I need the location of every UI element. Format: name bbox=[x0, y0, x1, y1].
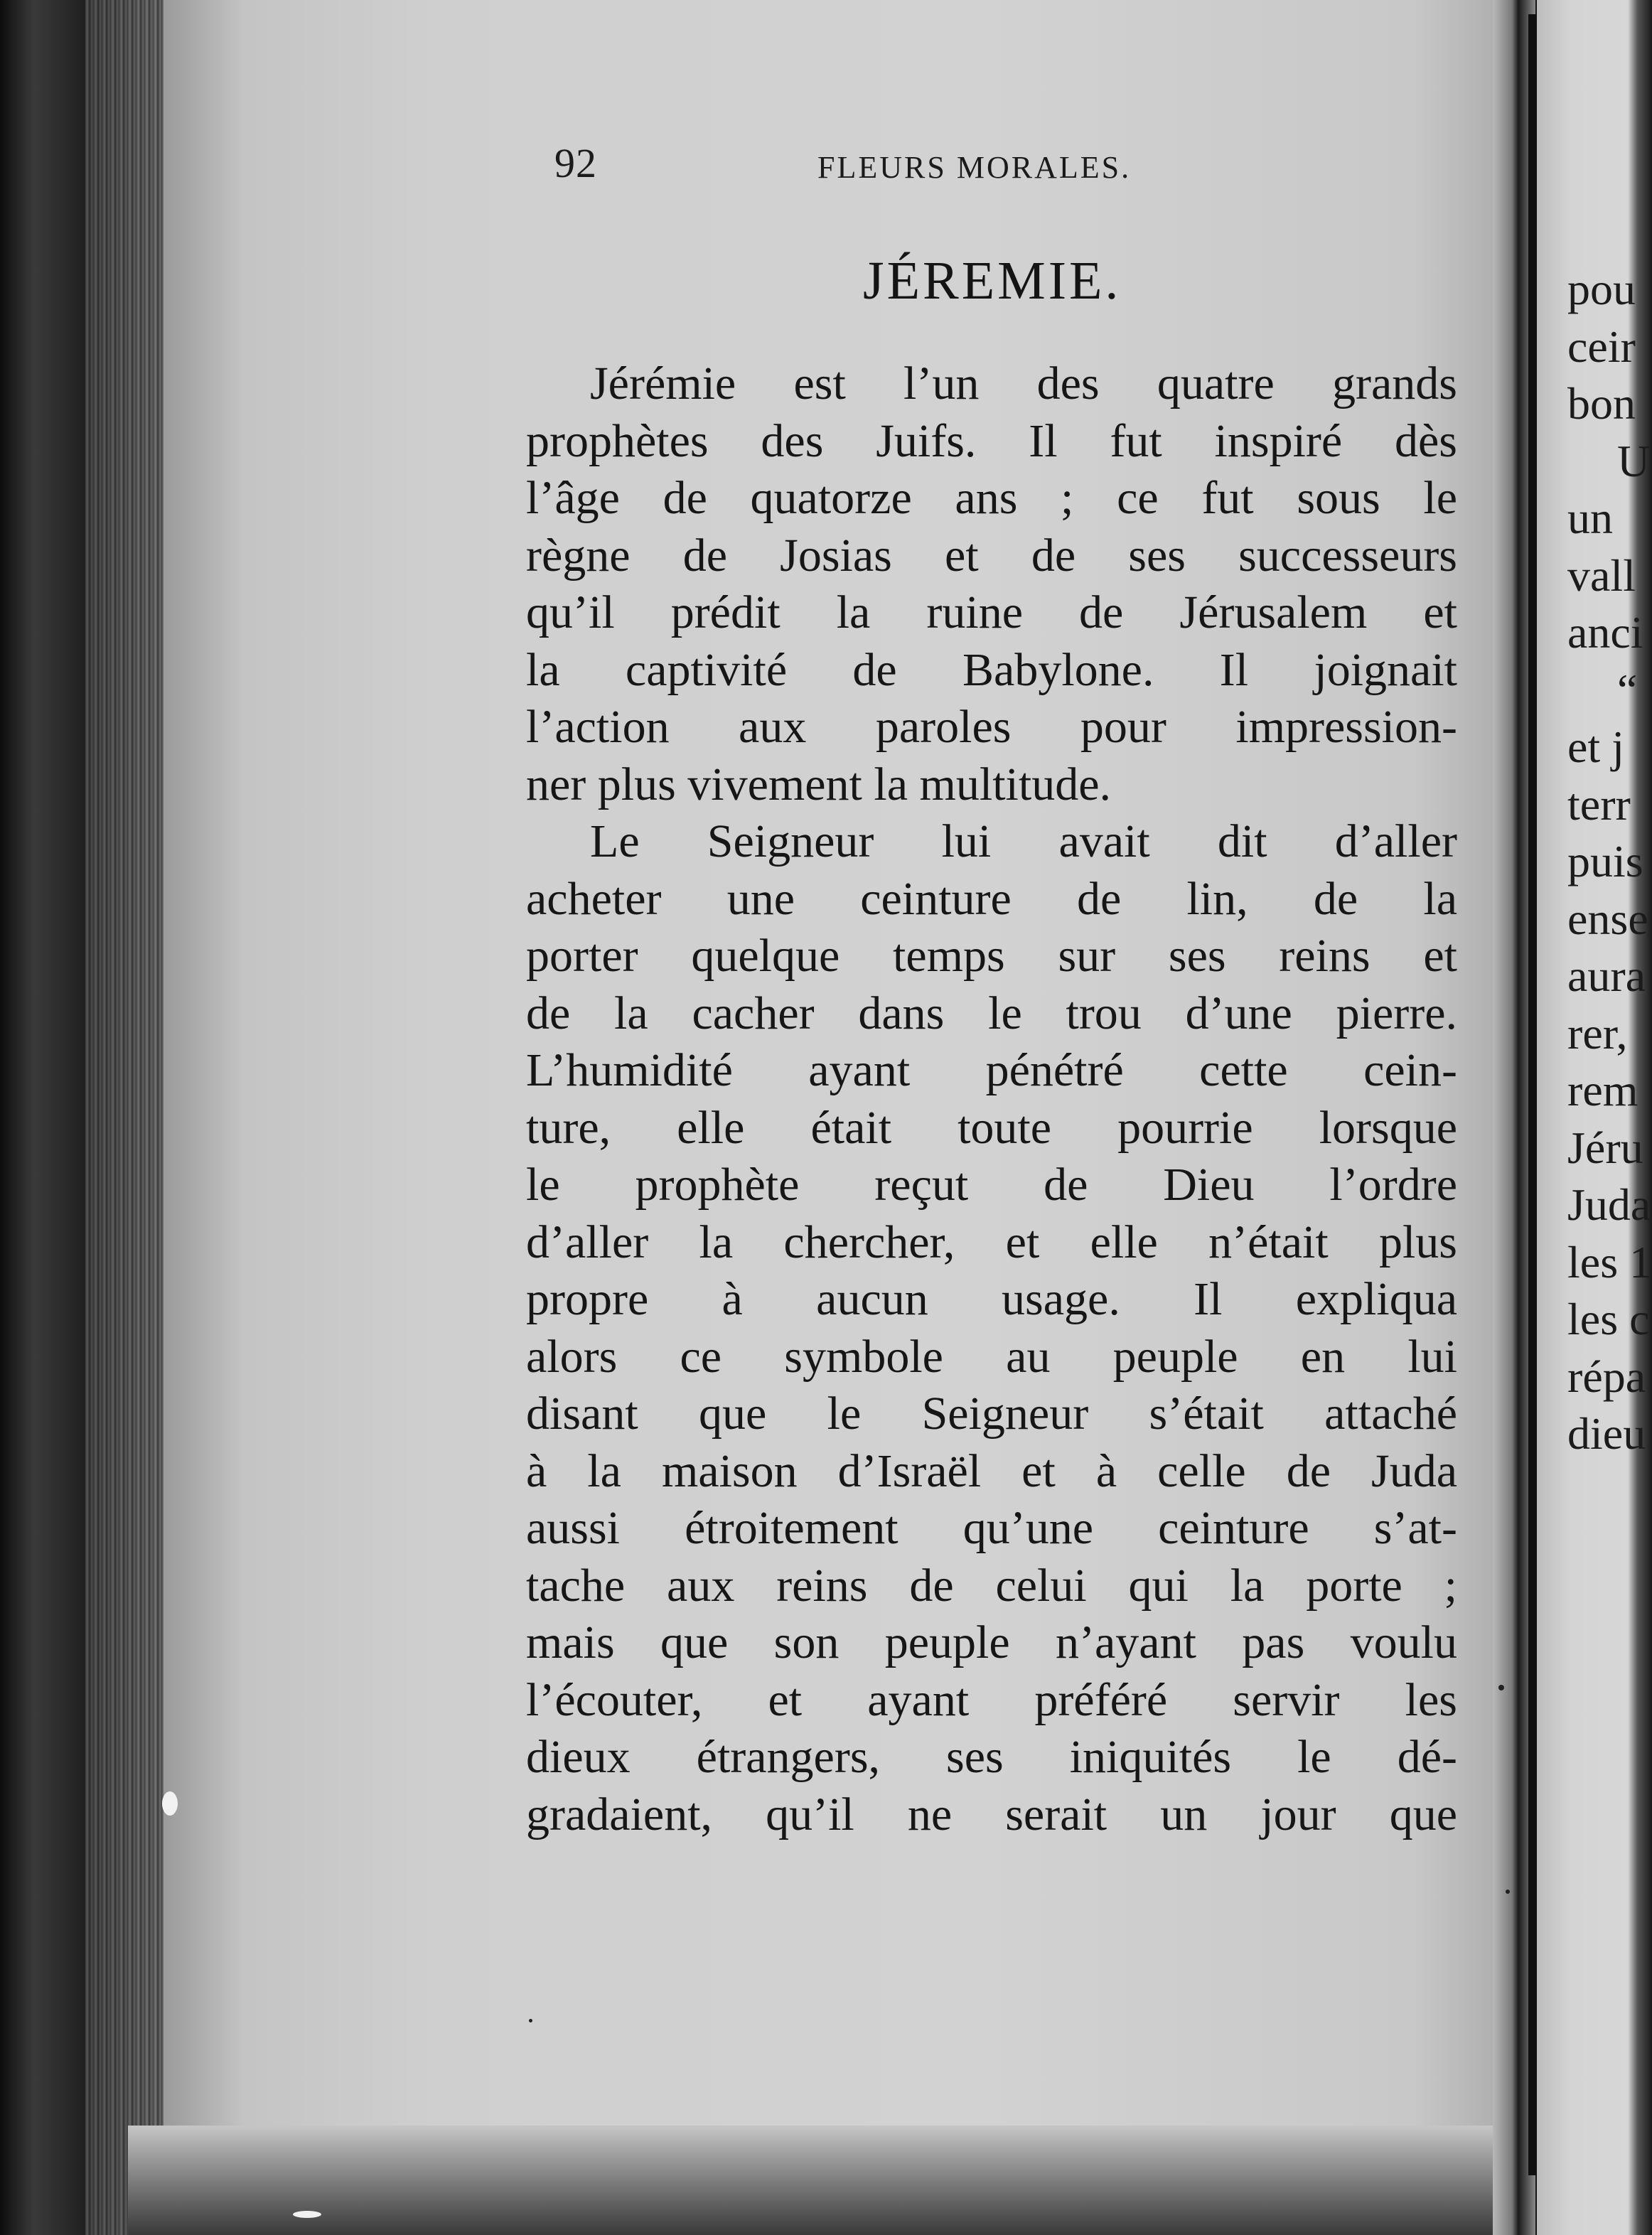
scan-speck bbox=[529, 2019, 532, 2022]
right-text-line: répa bbox=[1567, 1351, 1646, 1402]
right-text-line: puis bbox=[1567, 836, 1643, 886]
text-line: à la maison d’Israël et à celle de Juda bbox=[526, 1445, 1457, 1497]
text-line: ner plus vivement la multitude. bbox=[526, 758, 1112, 810]
text-line: dieux étrangers, ses iniquités le dé- bbox=[526, 1731, 1457, 1783]
left-page-bottom-shadow bbox=[128, 2126, 1521, 2235]
text-line: le prophète reçut de Dieu l’ordre bbox=[526, 1159, 1457, 1211]
text-line: acheter une ceinture de lin, de la bbox=[526, 872, 1457, 925]
right-text-line: rer, bbox=[1567, 1007, 1628, 1058]
chapter-title: JÉREMIE. bbox=[863, 251, 1122, 311]
gutter-shadow-line bbox=[1528, 14, 1537, 2175]
text-line: prophètes des Juifs. Il fut inspiré dès bbox=[526, 414, 1457, 467]
right-text-line: dieu bbox=[1567, 1408, 1646, 1459]
scan-speck bbox=[162, 1791, 178, 1816]
text-line: propre à aucun usage. Il expliqua bbox=[526, 1273, 1457, 1325]
text-line: L’humidité ayant pénétré cette cein- bbox=[526, 1044, 1457, 1096]
running-header bbox=[554, 139, 1265, 196]
text-line: mais que son peuple n’ayant pas voulu bbox=[526, 1617, 1457, 1668]
book-cover-edge bbox=[0, 0, 85, 2235]
text-line: porter quelque temps sur ses reins et bbox=[526, 930, 1457, 982]
right-text-line: U bbox=[1617, 435, 1651, 486]
text-line: disant que le Seigneur s’était attaché bbox=[526, 1388, 1457, 1440]
right-text-line: un bbox=[1567, 493, 1613, 543]
scan-speck bbox=[1506, 1890, 1510, 1894]
text-line: Le Seigneur lui avait dit d’aller bbox=[590, 815, 1457, 867]
text-line: aussi étroitement qu’une ceinture s’at- bbox=[526, 1502, 1457, 1554]
right-text-line: aura bbox=[1567, 950, 1646, 1001]
text-line: l’âge de quatorze ans ; ce fut sous le bbox=[526, 472, 1457, 524]
text-line: la captivité de Babylone. Il joignait bbox=[526, 643, 1457, 696]
right-text-line: “ bbox=[1617, 664, 1638, 715]
right-text-line: ceir bbox=[1567, 321, 1636, 372]
right-text-line: ense bbox=[1567, 893, 1648, 944]
right-text-line: terr bbox=[1567, 778, 1631, 830]
scan-speck bbox=[1498, 1685, 1504, 1690]
right-text-line: pou bbox=[1567, 264, 1636, 314]
right-text-line: les 1 bbox=[1567, 1236, 1652, 1287]
text-line: l’écouter, et ayant préféré servir les bbox=[526, 1673, 1457, 1726]
text-line: gradaient, qu’il ne serait un jour que bbox=[526, 1788, 1457, 1840]
text-line: l’action aux paroles pour impression- bbox=[526, 701, 1457, 753]
text-line: tache aux reins de celui qui la porte ; bbox=[526, 1559, 1457, 1612]
page-number: 92 bbox=[554, 140, 597, 186]
text-line: ture, elle était toute pourrie lorsque bbox=[526, 1101, 1457, 1154]
text-line: règne de Josias et de ses successeurs bbox=[526, 529, 1457, 581]
text-line: d’aller la chercher, et elle n’était plus bbox=[526, 1216, 1457, 1268]
body-text bbox=[526, 355, 1457, 1843]
right-text-line: anci bbox=[1567, 607, 1643, 658]
running-title: FLEURS MORALES. bbox=[817, 150, 1132, 185]
right-text-line: bon bbox=[1567, 378, 1636, 429]
right-page-text bbox=[1567, 261, 1652, 1463]
right-text-line: les c bbox=[1567, 1294, 1650, 1344]
right-text-line: Juda bbox=[1567, 1179, 1651, 1230]
text-line: Jérémie est l’un des quatre grands bbox=[590, 358, 1457, 409]
text-line: alors ce symbole au peuple en lui bbox=[526, 1330, 1457, 1383]
right-text-line: rem bbox=[1567, 1065, 1638, 1115]
scan-speck bbox=[293, 2211, 321, 2218]
text-line: de la cacher dans le trou d’une pierre. bbox=[526, 987, 1457, 1039]
right-text-line: Jéru bbox=[1567, 1122, 1643, 1173]
right-text-line: et j bbox=[1567, 722, 1624, 772]
right-text-line: vall bbox=[1567, 550, 1636, 601]
text-line: qu’il prédit la ruine de Jérusalem et bbox=[526, 586, 1457, 638]
